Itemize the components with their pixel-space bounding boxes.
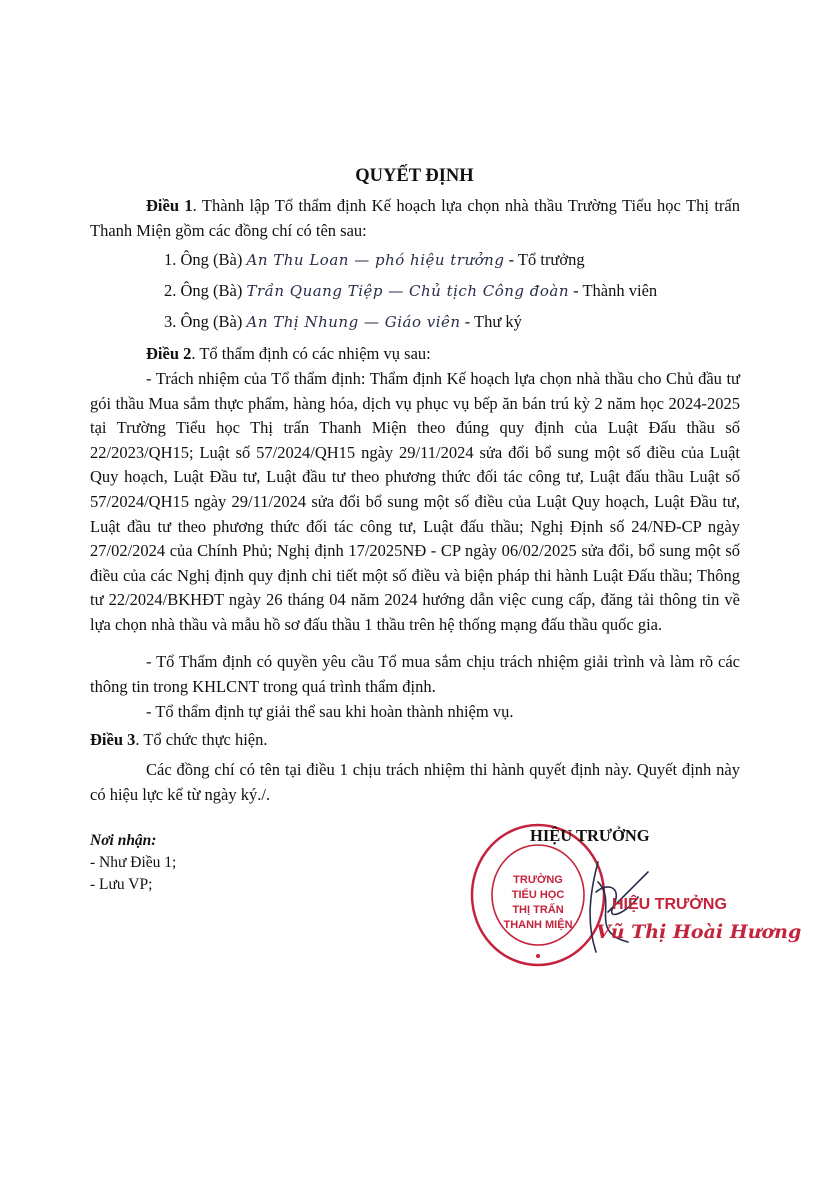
article-1 bbox=[90, 194, 740, 243]
member-3-prefix: 3. Ông (Bà) bbox=[164, 312, 247, 331]
member-3-role: - Thư ký bbox=[460, 312, 522, 331]
recipient-item: - Lưu VP; bbox=[90, 876, 153, 893]
implementation-text: Các đồng chí có tên tại điều 1 chịu trách nhiệm thi hành quyết định này. Quyết định này có hiệu lực kể từ ngày ký./. bbox=[90, 760, 740, 804]
member-2-role: - Thành viên bbox=[569, 281, 658, 300]
article-1-text: . Thành lập Tổ thẩm định Kế hoạch lựa chọn nhà thầu Trường Tiểu học Thị trấn Thanh Miện gồm các đồng chí có tên sau: bbox=[90, 196, 740, 240]
member-2-prefix: 2. Ông (Bà) bbox=[164, 281, 247, 300]
article-2 bbox=[90, 342, 740, 367]
article-3 bbox=[90, 728, 740, 753]
duty-1: - Trách nhiệm của Tổ thẩm định: Thẩm định Kế hoạch lựa chọn nhà thầu cho Chủ đầu tư gói thầu Mua sắm thực phẩm, hàng hóa, dịch vụ phục vụ bếp ăn bán trú kỳ 2 năm học 2024-2025 tại Trường Tiểu học Thị trấn Thanh Miện theo đúng quy định của Luật Đấu thầu số 22/2023/QH15; Luật số 57/2024/QH15 ngày 29/11/2024 sửa đổi bổ sung một số điều của Luật Quy hoạch, Luật Đầu tư, Luật đầu tư theo phương thức đối tác công tư, Luật đấu thầu Luật số 57/2024/QH15 ngày 29/11/2024 sửa đổi bổ sung một số điều của Luật Quy hoạch, Luật Đầu tư, Luật đầu tư theo phương thức đối tác công tư, Luật đấu thầu; Nghị Định số 24/NĐ-CP ngày 27/02/2024 của Chính Phủ; Nghị định 17/2025NĐ - CP ngày 06/02/2025 sửa đổi, bổ sung một số điều của các Nghị định quy định chi tiết một số điều và biện pháp thi hành Luật Đấu thầu; Thông tư 22/2024/BKHĐT ngày 26 tháng 04 năm 2024 hướng dẫn việc cung cấp, đăng tải thông tin về lựa chọn nhà thầu và mẫu hồ sơ đấu thầu 1 thầu trên hệ thống mạng đấu thầu quốc gia. bbox=[90, 369, 740, 634]
recipient-item: - Như Điều 1; bbox=[90, 854, 177, 871]
member-3 bbox=[164, 312, 522, 332]
svg-text:THANH MIỆN: THANH MIỆN bbox=[503, 919, 573, 931]
member-1-role: - Tổ trưởng bbox=[504, 250, 585, 269]
article-1-label: Điều 1 bbox=[146, 196, 193, 215]
stamp-title: HIỆU TRƯỞNG bbox=[612, 896, 727, 913]
member-1 bbox=[164, 250, 585, 270]
stamp-name: Vũ Thị Hoài Hương bbox=[596, 921, 802, 943]
duty-3: - Tổ thẩm định tự giải thể sau khi hoàn thành nhiệm vụ. bbox=[146, 702, 514, 721]
article-2-label: Điều 2 bbox=[146, 344, 192, 363]
duty-2: - Tổ Thẩm định có quyền yêu cầu Tổ mua sắm chịu trách nhiệm giải trình và làm rõ các thông tin trong KHLCNT trong quá trình thẩm định. bbox=[90, 652, 740, 696]
signatory-title: HIỆU TRƯỞNG bbox=[530, 826, 650, 845]
member-3-handwritten: An Thị Nhung — Giáo viên bbox=[246, 313, 461, 331]
article-3-text: . Tổ chức thực hiện. bbox=[135, 730, 268, 749]
recipients-heading: Nơi nhận: bbox=[90, 832, 157, 849]
recipients-block bbox=[90, 830, 176, 896]
article-3-label: Điều 3 bbox=[90, 730, 136, 749]
article-2-text: . Tổ thẩm định có các nhiệm vụ sau: bbox=[191, 344, 431, 363]
member-2 bbox=[164, 281, 657, 301]
member-1-prefix: 1. Ông (Bà) bbox=[164, 250, 247, 269]
svg-text:TRƯỜNG: TRƯỜNG bbox=[513, 874, 563, 886]
document-title: QUYẾT ĐỊNH bbox=[355, 166, 474, 186]
svg-text:THỊ TRẤN: THỊ TRẤN bbox=[512, 904, 564, 916]
member-2-handwritten: Trần Quang Tiệp — Chủ tịch Công đoàn bbox=[246, 282, 570, 300]
member-1-handwritten: An Thu Loan — phó hiệu trưởng bbox=[246, 251, 505, 269]
svg-text:TIỂU HỌC: TIỂU HỌC bbox=[511, 889, 565, 901]
